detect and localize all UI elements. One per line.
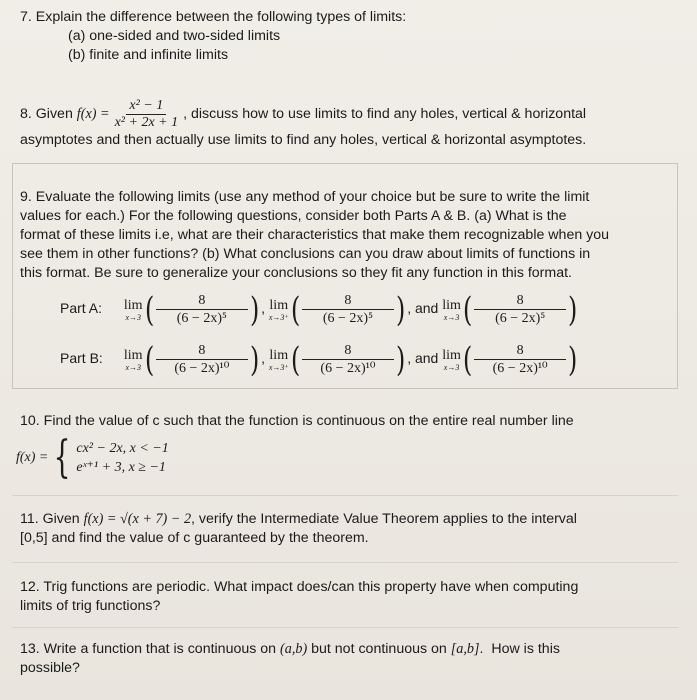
limit-operator: lim x→3 bbox=[123, 297, 143, 322]
and-text: , and bbox=[407, 300, 439, 317]
limit-operator: lim x→3 bbox=[123, 347, 143, 372]
q13-line2: possible? bbox=[20, 660, 80, 676]
question-10 bbox=[20, 412, 574, 431]
part-b-label: Part B: bbox=[60, 350, 103, 367]
q13-closed-interval: [a,b] bbox=[450, 641, 480, 657]
q11-function: f(x) = √(x + 7) − 2 bbox=[83, 511, 192, 527]
part-a-label: Part A: bbox=[60, 300, 103, 317]
q13-end: . How is this bbox=[479, 641, 560, 657]
q8-after: , discuss how to use limits to find any holes, vertical & horizontal bbox=[183, 106, 587, 122]
limit-fraction: $\frac{8}{\text{(6 − 2x)¹⁰}}$ bbox=[156, 342, 248, 377]
q8-fraction bbox=[112, 98, 182, 131]
question-12 bbox=[20, 578, 578, 616]
q8-prefix: 8. Given bbox=[20, 106, 77, 122]
q9-line: 9. Evaluate the following limits (use any method of your choice but be sure to write the limit bbox=[20, 189, 590, 205]
limit-fraction: $\frac{8}{\text{(6 − 2x)⁵}}$ bbox=[474, 292, 566, 327]
q10-case-2: eˣ⁺¹ + 3, x ≥ −1 bbox=[76, 460, 166, 475]
q11-line2: [0,5] and find the value of c guaranteed by the theorem. bbox=[20, 530, 369, 546]
limit-fraction: $\frac{8}{\text{(6 − 2x)⁵}}$ bbox=[156, 292, 248, 327]
question-7 bbox=[20, 8, 406, 65]
q8-line2: asymptotes and then actually use limits to find any holes, vertical & horizontal asymptotes. bbox=[20, 132, 587, 148]
limit-operator: lim x→3 bbox=[442, 297, 461, 322]
q8-numerator: x² − 1 bbox=[126, 98, 166, 115]
q12-line2: limits of trig functions? bbox=[20, 598, 161, 614]
q13-open-interval: (a,b) bbox=[280, 641, 308, 657]
limit-operator: lim x→3 bbox=[442, 347, 461, 372]
question-13 bbox=[20, 640, 560, 678]
limit-operator: lim x→3⁺ bbox=[268, 347, 289, 372]
divider bbox=[12, 495, 678, 496]
limit-fraction: $\frac{8}{\text{(6 − 2x)¹⁰}}$ bbox=[302, 342, 394, 377]
q11-rest: , verify the Intermediate Value Theorem applies to the interval bbox=[191, 511, 577, 527]
q10-title: 10. Find the value of c such that the function is continuous on the entire real number line bbox=[20, 413, 574, 429]
and-text: , and bbox=[407, 350, 439, 367]
divider bbox=[12, 562, 678, 563]
q9-part-b: Part B: lim x→3 ( $\frac{8}{\text{(6 − 2x)¹⁰}}$ ) , lim x→3⁺ ( $\frac{8}{\text{(6 − 2x)¹⁰}}$ ) , and lim x→3 ( $\frac{8}{\text{(6 − 2x)¹⁰}}$ ) bbox=[60, 339, 578, 380]
limit-operator: lim x→3⁺ bbox=[268, 297, 289, 322]
q9-line: format of these limits i.e, what are their characteristics that make them recognizable when you bbox=[20, 227, 610, 243]
q9-line: values for each.) For the following questions, consider both Parts A & B. (a) What is the bbox=[20, 208, 567, 224]
limit-fraction: $\frac{8}{\text{(6 − 2x)¹⁰}}$ bbox=[474, 342, 566, 377]
q13-mid: but not continuous on bbox=[307, 641, 451, 657]
q13-lead: 13. Write a function that is continuous on bbox=[20, 641, 280, 657]
divider bbox=[12, 627, 678, 628]
q9-line: see them in other functions? (b) What conclusions can you draw about limits of functions in bbox=[20, 246, 591, 262]
q9-line: this format. Be sure to generalize your conclusions so they fit any function in this format. bbox=[20, 265, 573, 281]
q8-denominator: x² + 2x + 1 bbox=[114, 115, 179, 130]
question-8 bbox=[20, 98, 586, 150]
q11-lead: 11. Given bbox=[20, 511, 84, 527]
question-11 bbox=[20, 510, 577, 548]
q10-piecewise bbox=[16, 432, 169, 483]
q7-part-a: (a) one-sided and two-sided limits bbox=[68, 28, 281, 44]
question-9 bbox=[20, 188, 609, 283]
q8-fx: f(x) = bbox=[76, 106, 110, 122]
q7-title: 7. Explain the difference between the following types of limits: bbox=[20, 9, 407, 25]
q10-case-1: cx² − 2x, x < −1 bbox=[76, 441, 169, 456]
limit-fraction: $\frac{8}{\text{(6 − 2x)⁵}}$ bbox=[302, 292, 394, 327]
brace: { bbox=[53, 432, 71, 483]
q10-fx: f(x) = bbox=[16, 450, 49, 465]
q12-line1: 12. Trig functions are periodic. What impact does/can this property have when computing bbox=[20, 579, 579, 595]
q7-part-b: (b) finite and infinite limits bbox=[68, 47, 229, 63]
q9-part-a: Part A: lim x→3 ( $\frac{8}{\text{(6 − 2x)⁵}}$ ) , lim x→3⁺ ( $\frac{8}{\text{(6 − 2x)⁵}}$ ) , and lim x→3 ( $\frac{8}{\text{(6 − 2x)⁵}}$ ) bbox=[60, 289, 578, 330]
